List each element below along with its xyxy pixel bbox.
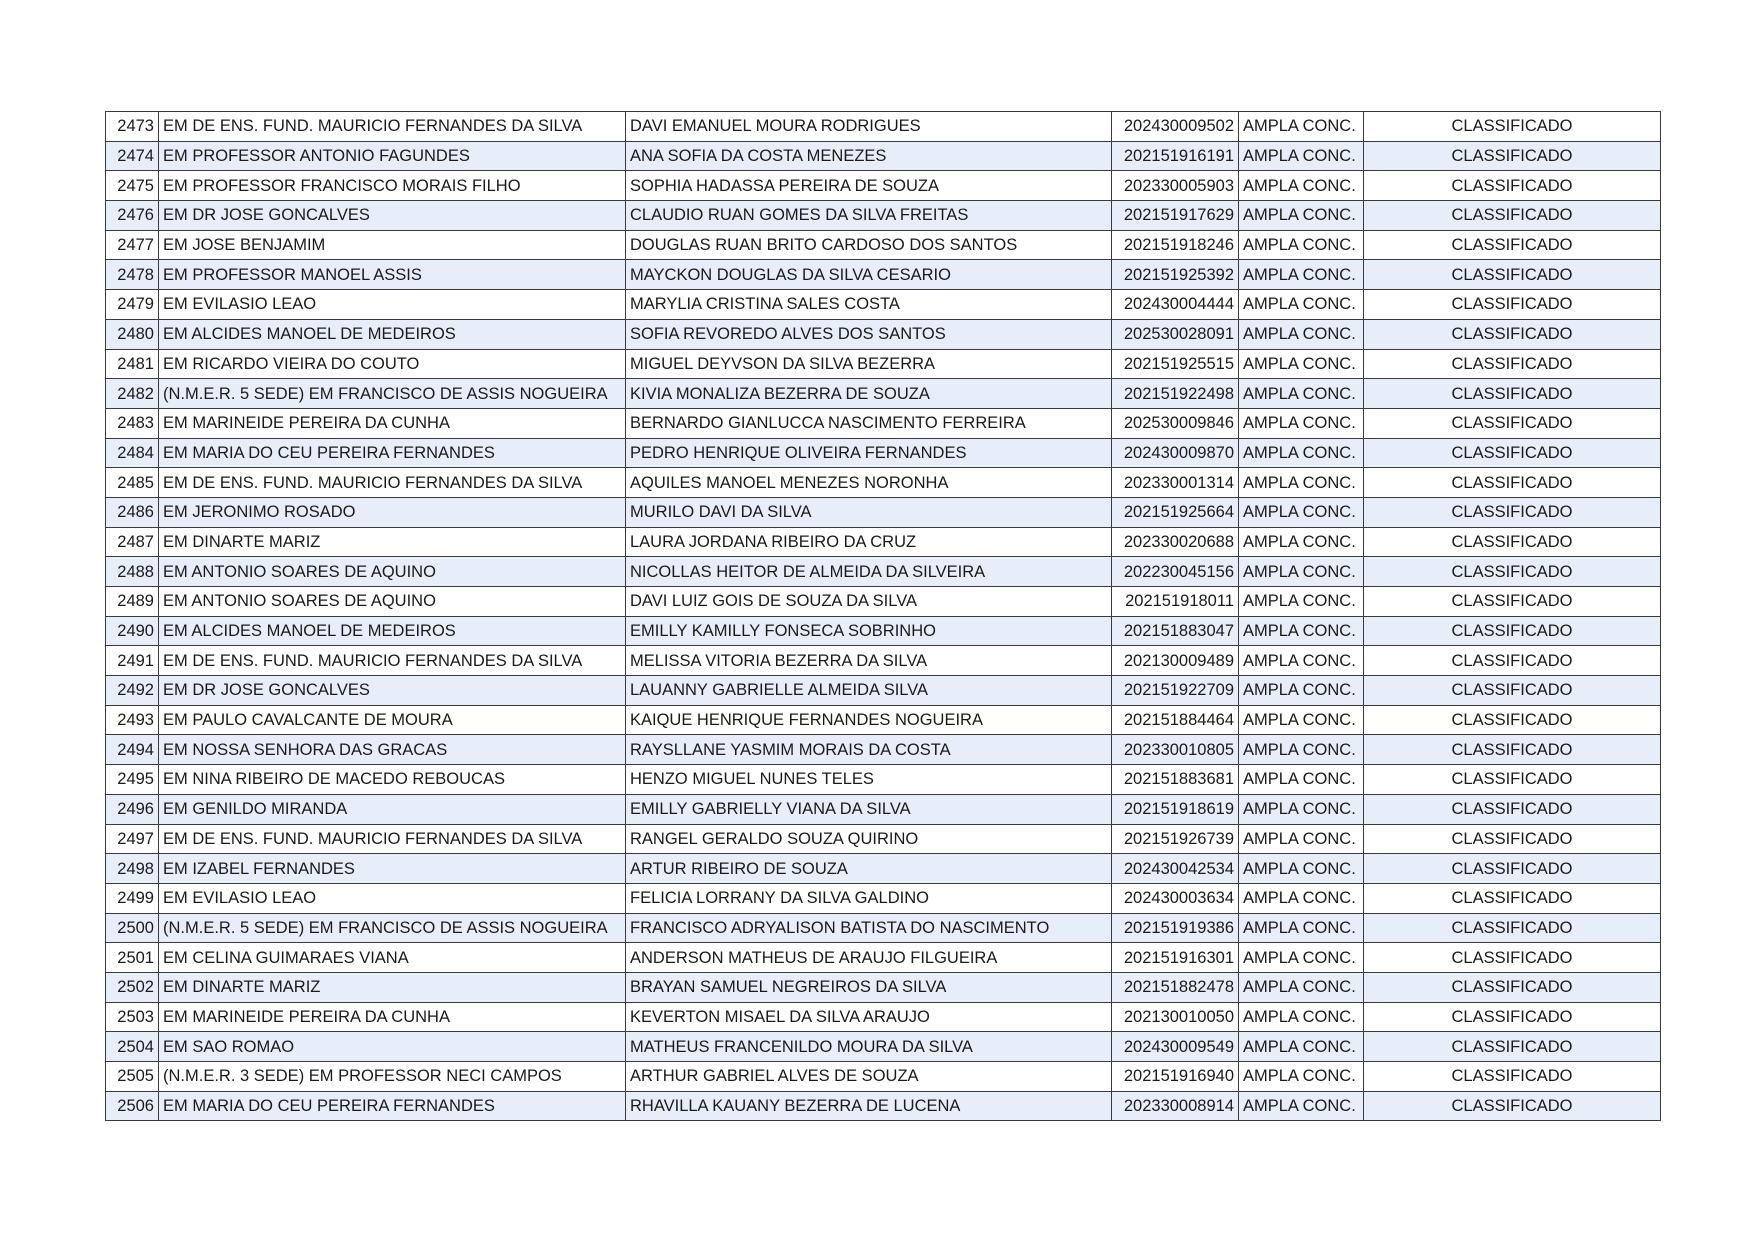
- quota-type-cell: AMPLA CONC.: [1239, 290, 1364, 320]
- student-name-cell: PEDRO HENRIQUE OLIVEIRA FERNANDES: [626, 438, 1112, 468]
- rank-cell: 2480: [106, 319, 159, 349]
- school-cell: EM ANTONIO SOARES DE AQUINO: [159, 557, 626, 587]
- table-row: [106, 527, 1661, 557]
- student-name-cell: RHAVILLA KAUANY BEZERRA DE LUCENA: [626, 1091, 1112, 1121]
- status-cell: CLASSIFICADO: [1364, 1032, 1661, 1062]
- student-name-cell: EMILLY KAMILLY FONSECA SOBRINHO: [626, 616, 1112, 646]
- rank-cell: 2473: [106, 112, 159, 142]
- student-name-cell: LAURA JORDANA RIBEIRO DA CRUZ: [626, 527, 1112, 557]
- table-row: [106, 1091, 1661, 1121]
- student-name-cell: DOUGLAS RUAN BRITO CARDOSO DOS SANTOS: [626, 230, 1112, 260]
- registration-cell: 202151926739: [1112, 824, 1239, 854]
- rank-cell: 2481: [106, 349, 159, 379]
- table-row: [106, 913, 1661, 943]
- table-row: [106, 319, 1661, 349]
- registration-cell: 202151922709: [1112, 676, 1239, 706]
- status-cell: CLASSIFICADO: [1364, 201, 1661, 231]
- school-cell: EM DR JOSE GONCALVES: [159, 676, 626, 706]
- school-cell: EM NOSSA SENHORA DAS GRACAS: [159, 735, 626, 765]
- rank-cell: 2494: [106, 735, 159, 765]
- status-cell: CLASSIFICADO: [1364, 349, 1661, 379]
- registration-cell: 202330008914: [1112, 1091, 1239, 1121]
- quota-type-cell: AMPLA CONC.: [1239, 705, 1364, 735]
- rank-cell: 2484: [106, 438, 159, 468]
- quota-type-cell: AMPLA CONC.: [1239, 913, 1364, 943]
- table-row: [106, 794, 1661, 824]
- status-cell: CLASSIFICADO: [1364, 527, 1661, 557]
- registration-cell: 202151922498: [1112, 379, 1239, 409]
- school-cell: EM RICARDO VIEIRA DO COUTO: [159, 349, 626, 379]
- school-cell: EM EVILASIO LEAO: [159, 883, 626, 913]
- status-cell: CLASSIFICADO: [1364, 112, 1661, 142]
- status-cell: CLASSIFICADO: [1364, 676, 1661, 706]
- table-row: [106, 854, 1661, 884]
- student-name-cell: EMILLY GABRIELLY VIANA DA SILVA: [626, 794, 1112, 824]
- table-row: [106, 201, 1661, 231]
- quota-type-cell: AMPLA CONC.: [1239, 854, 1364, 884]
- status-cell: CLASSIFICADO: [1364, 616, 1661, 646]
- table-row: [106, 883, 1661, 913]
- student-name-cell: BRAYAN SAMUEL NEGREIROS DA SILVA: [626, 972, 1112, 1002]
- table-row: [106, 230, 1661, 260]
- status-cell: CLASSIFICADO: [1364, 230, 1661, 260]
- quota-type-cell: AMPLA CONC.: [1239, 408, 1364, 438]
- student-name-cell: HENZO MIGUEL NUNES TELES: [626, 765, 1112, 795]
- school-cell: EM MARINEIDE PEREIRA DA CUNHA: [159, 1002, 626, 1032]
- school-cell: EM MARINEIDE PEREIRA DA CUNHA: [159, 408, 626, 438]
- registration-cell: 202230045156: [1112, 557, 1239, 587]
- student-name-cell: MATHEUS FRANCENILDO MOURA DA SILVA: [626, 1032, 1112, 1062]
- quota-type-cell: AMPLA CONC.: [1239, 497, 1364, 527]
- table-row: [106, 616, 1661, 646]
- rank-cell: 2493: [106, 705, 159, 735]
- quota-type-cell: AMPLA CONC.: [1239, 260, 1364, 290]
- status-cell: CLASSIFICADO: [1364, 408, 1661, 438]
- status-cell: CLASSIFICADO: [1364, 794, 1661, 824]
- rank-cell: 2482: [106, 379, 159, 409]
- registration-cell: 202430003634: [1112, 883, 1239, 913]
- quota-type-cell: AMPLA CONC.: [1239, 735, 1364, 765]
- table-row: [106, 943, 1661, 973]
- table-row: [106, 587, 1661, 617]
- quota-type-cell: AMPLA CONC.: [1239, 794, 1364, 824]
- school-cell: EM DE ENS. FUND. MAURICIO FERNANDES DA SILVA: [159, 824, 626, 854]
- status-cell: CLASSIFICADO: [1364, 379, 1661, 409]
- school-cell: EM EVILASIO LEAO: [159, 290, 626, 320]
- school-cell: EM PAULO CAVALCANTE DE MOURA: [159, 705, 626, 735]
- rank-cell: 2477: [106, 230, 159, 260]
- rank-cell: 2504: [106, 1032, 159, 1062]
- school-cell: EM CELINA GUIMARAES VIANA: [159, 943, 626, 973]
- registration-cell: 202130009489: [1112, 646, 1239, 676]
- school-cell: EM DE ENS. FUND. MAURICIO FERNANDES DA SILVA: [159, 112, 626, 142]
- table-row: [106, 824, 1661, 854]
- school-cell: EM NINA RIBEIRO DE MACEDO REBOUCAS: [159, 765, 626, 795]
- quota-type-cell: AMPLA CONC.: [1239, 587, 1364, 617]
- student-name-cell: ANA SOFIA DA COSTA MENEZES: [626, 141, 1112, 171]
- table-row: [106, 408, 1661, 438]
- registration-cell: 202151917629: [1112, 201, 1239, 231]
- school-cell: EM DINARTE MARIZ: [159, 527, 626, 557]
- status-cell: CLASSIFICADO: [1364, 497, 1661, 527]
- school-cell: EM JOSE BENJAMIM: [159, 230, 626, 260]
- registration-cell: 202330001314: [1112, 468, 1239, 498]
- status-cell: CLASSIFICADO: [1364, 171, 1661, 201]
- school-cell: EM IZABEL FERNANDES: [159, 854, 626, 884]
- table-row: [106, 705, 1661, 735]
- student-name-cell: BERNARDO GIANLUCCA NASCIMENTO FERREIRA: [626, 408, 1112, 438]
- school-cell: (N.M.E.R. 3 SEDE) EM PROFESSOR NECI CAMPOS: [159, 1062, 626, 1092]
- status-cell: CLASSIFICADO: [1364, 557, 1661, 587]
- table-row: [106, 141, 1661, 171]
- quota-type-cell: AMPLA CONC.: [1239, 616, 1364, 646]
- registration-cell: 202430009549: [1112, 1032, 1239, 1062]
- quota-type-cell: AMPLA CONC.: [1239, 201, 1364, 231]
- status-cell: CLASSIFICADO: [1364, 854, 1661, 884]
- registration-cell: 202151919386: [1112, 913, 1239, 943]
- student-name-cell: MAYCKON DOUGLAS DA SILVA CESARIO: [626, 260, 1112, 290]
- registration-cell: 202151925515: [1112, 349, 1239, 379]
- school-cell: EM DE ENS. FUND. MAURICIO FERNANDES DA SILVA: [159, 468, 626, 498]
- status-cell: CLASSIFICADO: [1364, 1002, 1661, 1032]
- quota-type-cell: AMPLA CONC.: [1239, 943, 1364, 973]
- student-name-cell: KAIQUE HENRIQUE FERNANDES NOGUEIRA: [626, 705, 1112, 735]
- table-row: [106, 349, 1661, 379]
- rank-cell: 2492: [106, 676, 159, 706]
- rank-cell: 2495: [106, 765, 159, 795]
- quota-type-cell: AMPLA CONC.: [1239, 1062, 1364, 1092]
- status-cell: CLASSIFICADO: [1364, 646, 1661, 676]
- status-cell: CLASSIFICADO: [1364, 735, 1661, 765]
- student-name-cell: AQUILES MANOEL MENEZES NORONHA: [626, 468, 1112, 498]
- registration-cell: 202330005903: [1112, 171, 1239, 201]
- registration-cell: 202330020688: [1112, 527, 1239, 557]
- quota-type-cell: AMPLA CONC.: [1239, 468, 1364, 498]
- rank-cell: 2501: [106, 943, 159, 973]
- table-row: [106, 497, 1661, 527]
- school-cell: EM ALCIDES MANOEL DE MEDEIROS: [159, 319, 626, 349]
- student-name-cell: FELICIA LORRANY DA SILVA GALDINO: [626, 883, 1112, 913]
- status-cell: CLASSIFICADO: [1364, 141, 1661, 171]
- registration-cell: 202151882478: [1112, 972, 1239, 1002]
- registration-cell: 202430009870: [1112, 438, 1239, 468]
- rank-cell: 2483: [106, 408, 159, 438]
- student-name-cell: ANDERSON MATHEUS DE ARAUJO FILGUEIRA: [626, 943, 1112, 973]
- rank-cell: 2486: [106, 497, 159, 527]
- registration-cell: 202151918011: [1112, 587, 1239, 617]
- status-cell: CLASSIFICADO: [1364, 319, 1661, 349]
- rank-cell: 2474: [106, 141, 159, 171]
- registration-cell: 202151883681: [1112, 765, 1239, 795]
- registration-cell: 202130010050: [1112, 1002, 1239, 1032]
- registration-cell: 202151918619: [1112, 794, 1239, 824]
- quota-type-cell: AMPLA CONC.: [1239, 883, 1364, 913]
- quota-type-cell: AMPLA CONC.: [1239, 527, 1364, 557]
- school-cell: EM PROFESSOR MANOEL ASSIS: [159, 260, 626, 290]
- status-cell: CLASSIFICADO: [1364, 883, 1661, 913]
- rank-cell: 2503: [106, 1002, 159, 1032]
- table-row: [106, 290, 1661, 320]
- table-row: [106, 646, 1661, 676]
- table-row: [106, 557, 1661, 587]
- registration-cell: 202530028091: [1112, 319, 1239, 349]
- student-name-cell: KEVERTON MISAEL DA SILVA ARAUJO: [626, 1002, 1112, 1032]
- table-row: [106, 765, 1661, 795]
- registration-cell: 202530009846: [1112, 408, 1239, 438]
- table-row: [106, 1032, 1661, 1062]
- quota-type-cell: AMPLA CONC.: [1239, 171, 1364, 201]
- student-name-cell: RAYSLLANE YASMIM MORAIS DA COSTA: [626, 735, 1112, 765]
- status-cell: CLASSIFICADO: [1364, 260, 1661, 290]
- student-name-cell: MARYLIA CRISTINA SALES COSTA: [626, 290, 1112, 320]
- table-row: [106, 735, 1661, 765]
- quota-type-cell: AMPLA CONC.: [1239, 765, 1364, 795]
- status-cell: CLASSIFICADO: [1364, 290, 1661, 320]
- rank-cell: 2497: [106, 824, 159, 854]
- registration-cell: 202151916940: [1112, 1062, 1239, 1092]
- registration-cell: 202151925664: [1112, 497, 1239, 527]
- status-cell: CLASSIFICADO: [1364, 587, 1661, 617]
- quota-type-cell: AMPLA CONC.: [1239, 112, 1364, 142]
- school-cell: EM PROFESSOR FRANCISCO MORAIS FILHO: [159, 171, 626, 201]
- status-cell: CLASSIFICADO: [1364, 824, 1661, 854]
- school-cell: EM ANTONIO SOARES DE AQUINO: [159, 587, 626, 617]
- school-cell: EM DINARTE MARIZ: [159, 972, 626, 1002]
- status-cell: CLASSIFICADO: [1364, 765, 1661, 795]
- table-row: [106, 438, 1661, 468]
- rank-cell: 2475: [106, 171, 159, 201]
- status-cell: CLASSIFICADO: [1364, 1062, 1661, 1092]
- school-cell: EM MARIA DO CEU PEREIRA FERNANDES: [159, 438, 626, 468]
- quota-type-cell: AMPLA CONC.: [1239, 379, 1364, 409]
- rank-cell: 2498: [106, 854, 159, 884]
- rank-cell: 2476: [106, 201, 159, 231]
- quota-type-cell: AMPLA CONC.: [1239, 676, 1364, 706]
- quota-type-cell: AMPLA CONC.: [1239, 557, 1364, 587]
- status-cell: CLASSIFICADO: [1364, 943, 1661, 973]
- registration-cell: 202430004444: [1112, 290, 1239, 320]
- table-row: [106, 171, 1661, 201]
- rank-cell: 2500: [106, 913, 159, 943]
- school-cell: (N.M.E.R. 5 SEDE) EM FRANCISCO DE ASSIS NOGUEIRA: [159, 913, 626, 943]
- registration-cell: 202151884464: [1112, 705, 1239, 735]
- student-name-cell: LAUANNY GABRIELLE ALMEIDA SILVA: [626, 676, 1112, 706]
- student-name-cell: CLAUDIO RUAN GOMES DA SILVA FREITAS: [626, 201, 1112, 231]
- rank-cell: 2489: [106, 587, 159, 617]
- student-name-cell: SOPHIA HADASSA PEREIRA DE SOUZA: [626, 171, 1112, 201]
- quota-type-cell: AMPLA CONC.: [1239, 141, 1364, 171]
- rank-cell: 2479: [106, 290, 159, 320]
- status-cell: CLASSIFICADO: [1364, 913, 1661, 943]
- quota-type-cell: AMPLA CONC.: [1239, 1002, 1364, 1032]
- quota-type-cell: AMPLA CONC.: [1239, 824, 1364, 854]
- school-cell: EM MARIA DO CEU PEREIRA FERNANDES: [159, 1091, 626, 1121]
- table-row: [106, 260, 1661, 290]
- table-row: [106, 1002, 1661, 1032]
- status-cell: CLASSIFICADO: [1364, 705, 1661, 735]
- rank-cell: 2488: [106, 557, 159, 587]
- student-name-cell: DAVI LUIZ GOIS DE SOUZA DA SILVA: [626, 587, 1112, 617]
- table-row: [106, 676, 1661, 706]
- registration-cell: 202151925392: [1112, 260, 1239, 290]
- quota-type-cell: AMPLA CONC.: [1239, 1032, 1364, 1062]
- student-name-cell: KIVIA MONALIZA BEZERRA DE SOUZA: [626, 379, 1112, 409]
- table-row: [106, 112, 1661, 142]
- registration-cell: 202430042534: [1112, 854, 1239, 884]
- rank-cell: 2496: [106, 794, 159, 824]
- rank-cell: 2491: [106, 646, 159, 676]
- student-name-cell: ARTUR RIBEIRO DE SOUZA: [626, 854, 1112, 884]
- quota-type-cell: AMPLA CONC.: [1239, 349, 1364, 379]
- registration-cell: 202151883047: [1112, 616, 1239, 646]
- quota-type-cell: AMPLA CONC.: [1239, 646, 1364, 676]
- student-name-cell: RANGEL GERALDO SOUZA QUIRINO: [626, 824, 1112, 854]
- student-name-cell: MIGUEL DEYVSON DA SILVA BEZERRA: [626, 349, 1112, 379]
- school-cell: EM JERONIMO ROSADO: [159, 497, 626, 527]
- results-table-body: [106, 112, 1661, 1121]
- school-cell: EM SAO ROMAO: [159, 1032, 626, 1062]
- student-name-cell: ARTHUR GABRIEL ALVES DE SOUZA: [626, 1062, 1112, 1092]
- school-cell: EM GENILDO MIRANDA: [159, 794, 626, 824]
- table-row: [106, 972, 1661, 1002]
- table-row: [106, 1062, 1661, 1092]
- quota-type-cell: AMPLA CONC.: [1239, 438, 1364, 468]
- quota-type-cell: AMPLA CONC.: [1239, 1091, 1364, 1121]
- school-cell: EM ALCIDES MANOEL DE MEDEIROS: [159, 616, 626, 646]
- quota-type-cell: AMPLA CONC.: [1239, 319, 1364, 349]
- status-cell: CLASSIFICADO: [1364, 438, 1661, 468]
- registration-cell: 202430009502: [1112, 112, 1239, 142]
- table-row: [106, 379, 1661, 409]
- rank-cell: 2487: [106, 527, 159, 557]
- student-name-cell: MELISSA VITORIA BEZERRA DA SILVA: [626, 646, 1112, 676]
- rank-cell: 2499: [106, 883, 159, 913]
- registration-cell: 202151916191: [1112, 141, 1239, 171]
- registration-cell: 202151918246: [1112, 230, 1239, 260]
- student-name-cell: SOFIA REVOREDO ALVES DOS SANTOS: [626, 319, 1112, 349]
- rank-cell: 2490: [106, 616, 159, 646]
- school-cell: (N.M.E.R. 5 SEDE) EM FRANCISCO DE ASSIS NOGUEIRA: [159, 379, 626, 409]
- status-cell: CLASSIFICADO: [1364, 972, 1661, 1002]
- rank-cell: 2506: [106, 1091, 159, 1121]
- registration-cell: 202151916301: [1112, 943, 1239, 973]
- results-table: [105, 111, 1661, 1121]
- school-cell: EM DR JOSE GONCALVES: [159, 201, 626, 231]
- student-name-cell: DAVI EMANUEL MOURA RODRIGUES: [626, 112, 1112, 142]
- rank-cell: 2478: [106, 260, 159, 290]
- school-cell: EM DE ENS. FUND. MAURICIO FERNANDES DA SILVA: [159, 646, 626, 676]
- rank-cell: 2505: [106, 1062, 159, 1092]
- table-row: [106, 468, 1661, 498]
- quota-type-cell: AMPLA CONC.: [1239, 972, 1364, 1002]
- rank-cell: 2485: [106, 468, 159, 498]
- status-cell: CLASSIFICADO: [1364, 1091, 1661, 1121]
- registration-cell: 202330010805: [1112, 735, 1239, 765]
- status-cell: CLASSIFICADO: [1364, 468, 1661, 498]
- student-name-cell: NICOLLAS HEITOR DE ALMEIDA DA SILVEIRA: [626, 557, 1112, 587]
- student-name-cell: FRANCISCO ADRYALISON BATISTA DO NASCIMENTO: [626, 913, 1112, 943]
- quota-type-cell: AMPLA CONC.: [1239, 230, 1364, 260]
- school-cell: EM PROFESSOR ANTONIO FAGUNDES: [159, 141, 626, 171]
- rank-cell: 2502: [106, 972, 159, 1002]
- student-name-cell: MURILO DAVI DA SILVA: [626, 497, 1112, 527]
